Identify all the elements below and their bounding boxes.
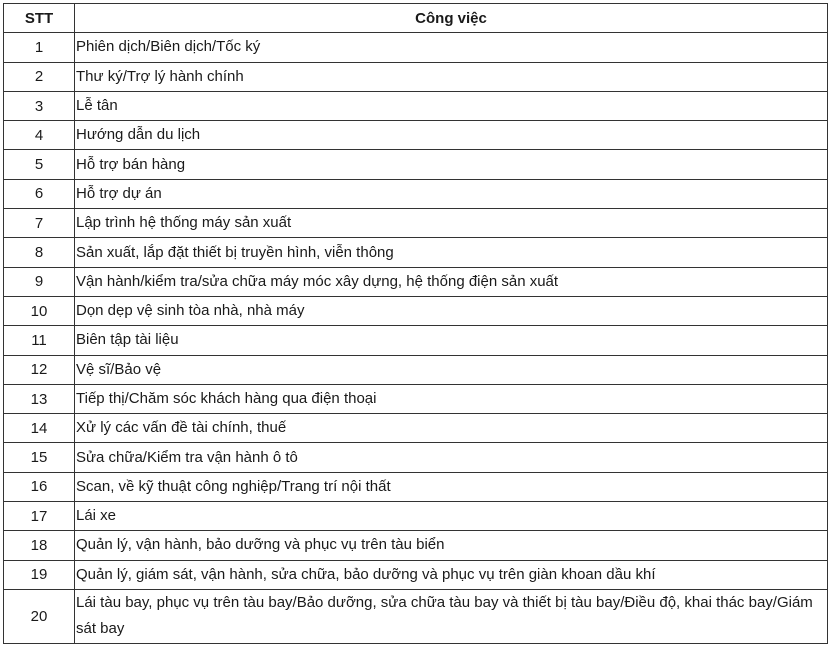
job-title: Hỗ trợ dự án	[75, 179, 828, 208]
row-number: 9	[4, 267, 75, 296]
row-number: 5	[4, 150, 75, 179]
row-number: 18	[4, 531, 75, 560]
table-row	[4, 121, 828, 150]
job-title: Sửa chữa/Kiểm tra vận hành ô tô	[75, 443, 828, 472]
row-number: 1	[4, 33, 75, 62]
table-row	[4, 179, 828, 208]
job-title: Lái tàu bay, phục vụ trên tàu bay/Bảo dưỡng, sửa chữa tàu bay và thiết bị tàu bay/Điều độ, khai thác bay/Giám sát bay	[75, 589, 828, 643]
row-number: 14	[4, 414, 75, 443]
table-row	[4, 502, 828, 531]
job-title: Vận hành/kiểm tra/sửa chữa máy móc xây dựng, hệ thống điện sản xuất	[75, 267, 828, 296]
header-job: Công việc	[75, 4, 828, 33]
row-number: 17	[4, 502, 75, 531]
table-row	[4, 384, 828, 413]
header-stt: STT	[4, 4, 75, 33]
table-row	[4, 443, 828, 472]
job-title: Phiên dịch/Biên dịch/Tốc ký	[75, 33, 828, 62]
job-title: Quản lý, giám sát, vận hành, sửa chữa, bảo dưỡng và phục vụ trên giàn khoan dầu khí	[75, 560, 828, 589]
table-row	[4, 62, 828, 91]
job-title: Lễ tân	[75, 91, 828, 120]
table-row	[4, 33, 828, 62]
table-row	[4, 472, 828, 501]
table-row	[4, 326, 828, 355]
table-row	[4, 296, 828, 325]
job-title: Vệ sĩ/Bảo vệ	[75, 355, 828, 384]
table-row	[4, 91, 828, 120]
row-number: 7	[4, 209, 75, 238]
row-number: 16	[4, 472, 75, 501]
table-row	[4, 238, 828, 267]
job-title: Lái xe	[75, 502, 828, 531]
table-row	[4, 355, 828, 384]
table-row	[4, 589, 828, 643]
row-number: 15	[4, 443, 75, 472]
job-title: Lập trình hệ thống máy sản xuất	[75, 209, 828, 238]
row-number: 20	[4, 589, 75, 643]
job-title: Tiếp thị/Chăm sóc khách hàng qua điện thoại	[75, 384, 828, 413]
row-number: 11	[4, 326, 75, 355]
row-number: 10	[4, 296, 75, 325]
job-title: Hướng dẫn du lịch	[75, 121, 828, 150]
jobs-table	[3, 3, 828, 644]
job-title: Dọn dẹp vệ sinh tòa nhà, nhà máy	[75, 296, 828, 325]
job-title: Biên tập tài liệu	[75, 326, 828, 355]
row-number: 4	[4, 121, 75, 150]
job-title: Thư ký/Trợ lý hành chính	[75, 62, 828, 91]
job-title: Hỗ trợ bán hàng	[75, 150, 828, 179]
row-number: 13	[4, 384, 75, 413]
table-row	[4, 560, 828, 589]
job-title: Sản xuất, lắp đặt thiết bị truyền hình, viễn thông	[75, 238, 828, 267]
table-row	[4, 267, 828, 296]
row-number: 19	[4, 560, 75, 589]
table-row	[4, 209, 828, 238]
row-number: 12	[4, 355, 75, 384]
job-title: Scan, về kỹ thuật công nghiệp/Trang trí nội thất	[75, 472, 828, 501]
row-number: 6	[4, 179, 75, 208]
table-row	[4, 150, 828, 179]
table-header-row	[4, 4, 828, 33]
row-number: 3	[4, 91, 75, 120]
table-row	[4, 531, 828, 560]
row-number: 8	[4, 238, 75, 267]
table-row	[4, 414, 828, 443]
row-number: 2	[4, 62, 75, 91]
job-title: Xử lý các vấn đề tài chính, thuế	[75, 414, 828, 443]
job-title: Quản lý, vận hành, bảo dưỡng và phục vụ trên tàu biển	[75, 531, 828, 560]
